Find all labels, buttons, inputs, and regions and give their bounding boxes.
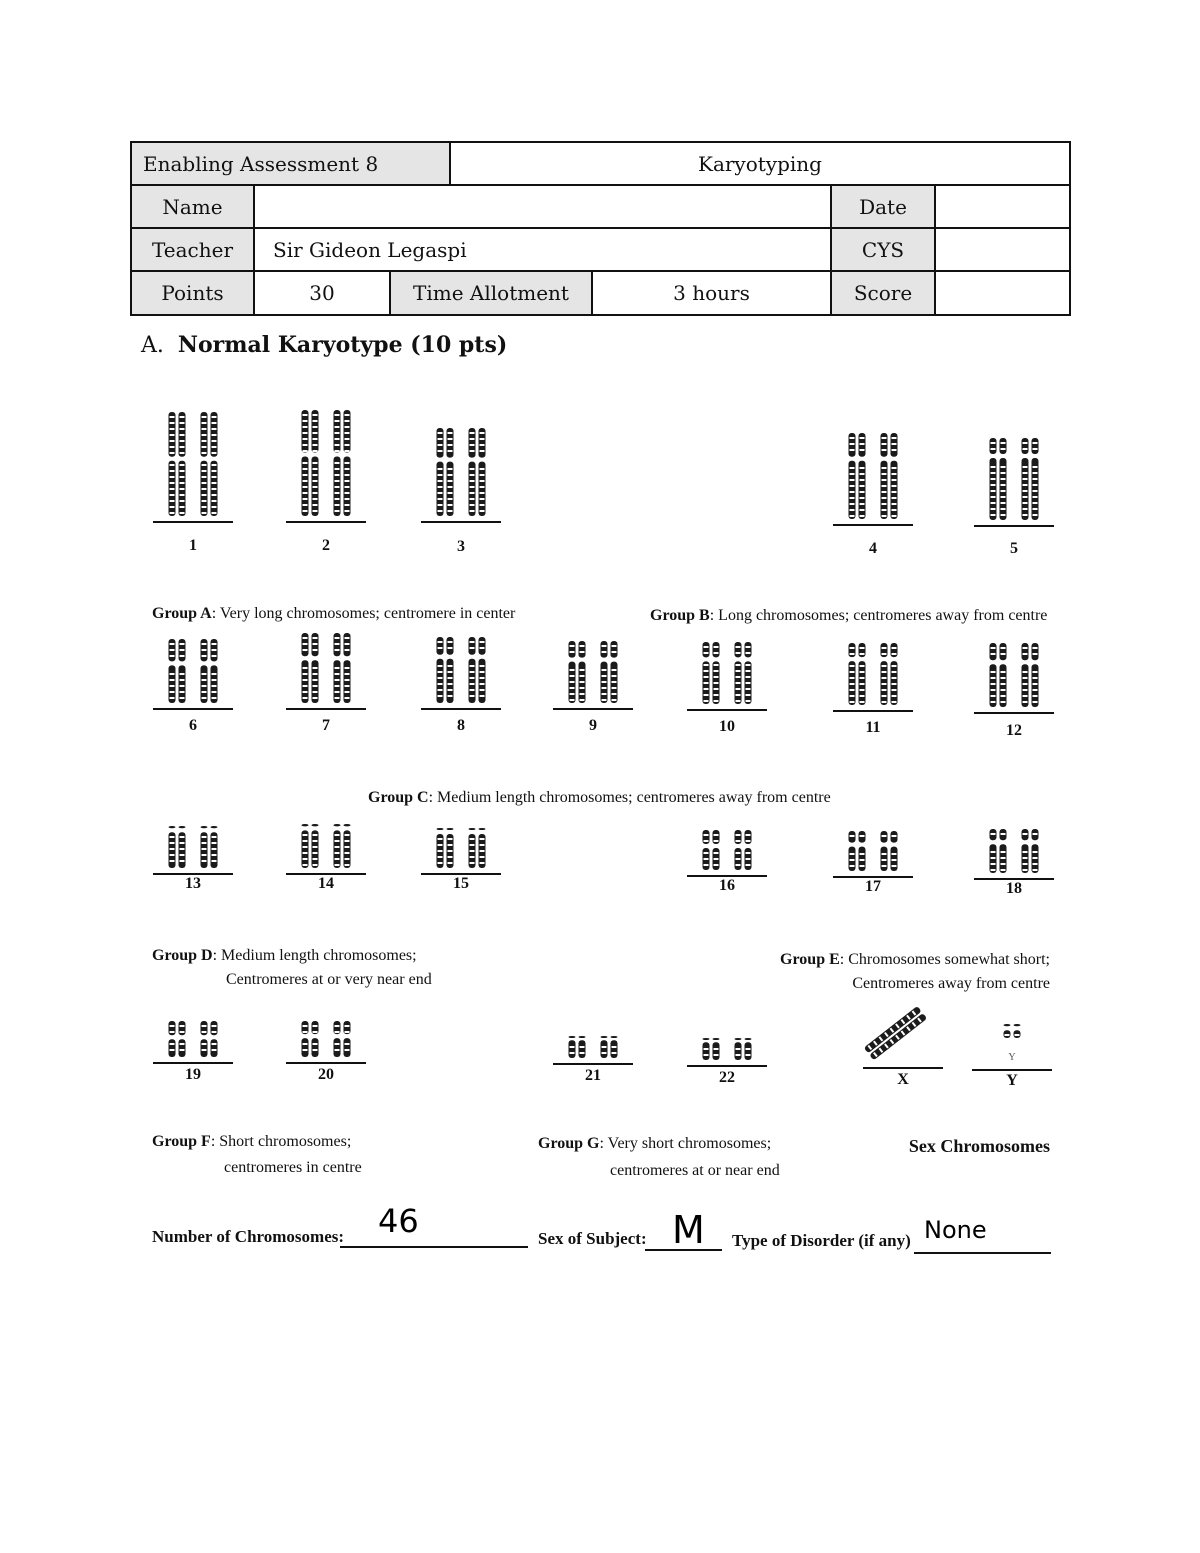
section-a-title: Normal Karyotype (10 pts): [177, 332, 508, 358]
chromosome-pair-17: [833, 831, 913, 895]
chromosome-pair-1: [153, 412, 233, 554]
chromosome-number-18: 18: [1006, 880, 1022, 897]
teacher-label-text: Teacher: [151, 237, 234, 262]
group-g-caption: Group G: Very short chromosomes;: [538, 1135, 772, 1152]
group-d-caption-line2: Centromeres at or very near end: [226, 971, 432, 988]
teacher-field-value: Sir Gideon Legaspi: [273, 237, 467, 262]
chromosome-number-19: 19: [185, 1066, 201, 1083]
chromosome-pair-16: [687, 830, 767, 894]
group-g-caption-line2: centromeres at or near end: [610, 1162, 780, 1179]
chromosome-pair-6: [153, 639, 233, 734]
chromosome-pair-14: [286, 824, 366, 892]
chromosome-pair-11: [833, 643, 913, 736]
chromosome-number-15: 15: [453, 875, 469, 892]
chromosome-number-9: 9: [589, 717, 597, 734]
chromosome-pair-12: [974, 643, 1054, 739]
chromosome-pair-3: [421, 428, 501, 555]
chromosome-number-7: 7: [322, 717, 330, 734]
number-of-chromosomes-answer: 46: [378, 1202, 419, 1240]
sex-of-subject-answer: M: [672, 1208, 705, 1252]
type-of-disorder-answer: None: [924, 1216, 987, 1244]
group-e-caption-line2: Centromeres away from centre: [852, 975, 1050, 992]
points-value-text: 30: [309, 281, 335, 305]
chromosome-pair-21: [553, 1036, 633, 1084]
chromosome-number-6: 6: [189, 717, 197, 734]
chromosome-number-y: Y: [1006, 1072, 1018, 1089]
chromosome-pair-5: [974, 438, 1054, 557]
group-e-caption: Group E: Chromosomes somewhat short;: [780, 951, 1050, 968]
group-d-caption: Group D: Medium length chromosomes;: [152, 947, 417, 964]
chromosome-number-5: 5: [1010, 540, 1018, 557]
section-a-letter: A.: [141, 333, 164, 358]
y-marker-label: Y: [1008, 1052, 1016, 1063]
chromosome-pair-2: [286, 410, 366, 554]
chromosome-number-12: 12: [1006, 722, 1022, 739]
chromosome-number-8: 8: [457, 717, 465, 734]
date-label-text: Date: [859, 194, 907, 219]
sex-chromosomes-caption: Sex Chromosomes: [908, 1136, 1050, 1156]
chromosome-pair-8: [421, 637, 501, 734]
group-b-caption: Group B: Long chromosomes; centromeres away from centre: [650, 607, 1048, 624]
chromosome-number-4: 4: [869, 540, 877, 557]
chromosome-number-x: X: [897, 1071, 909, 1088]
chromosome-pair-13: [153, 826, 233, 892]
chromosome-pair-4: [833, 433, 913, 557]
chromosome-number-16: 16: [719, 877, 735, 894]
chromosome-pair-7: [286, 633, 366, 734]
time-allotment-value-text: 3 hours: [673, 281, 750, 305]
chromosome-number-3: 3: [457, 538, 465, 555]
topic-title-text: Karyotyping: [698, 151, 822, 176]
chromosome-pair-19: [153, 1021, 233, 1083]
score-label-text: Score: [853, 281, 913, 305]
cys-label-text: CYS: [861, 237, 905, 262]
time-allotment-label-text: Time Allotment: [413, 281, 569, 305]
chromosome-pair-9: [553, 641, 633, 734]
chromosome-number-17: 17: [865, 878, 881, 895]
group-c-caption: Group C: Medium length chromosomes; centromeres away from centre: [368, 789, 831, 806]
chromosome-number-20: 20: [318, 1066, 334, 1083]
chromosome-number-10: 10: [719, 718, 735, 735]
chromosome-number-22: 22: [719, 1069, 735, 1086]
chromosome-pair-22: [687, 1038, 767, 1086]
points-label-text: Points: [161, 281, 224, 305]
sex-of-subject-label: Sex of Subject:: [538, 1229, 647, 1248]
chromosome-pair-18: [974, 829, 1054, 897]
chromosome-pair-y: [972, 1024, 1052, 1089]
chromosome-pair-15: [421, 828, 501, 892]
chromosome-number-2: 2: [322, 537, 330, 554]
type-of-disorder-label: Type of Disorder (if any): [732, 1231, 911, 1250]
chromosome-number-13: 13: [185, 875, 201, 892]
group-f-caption-line2: centromeres in centre: [224, 1159, 362, 1176]
chromosome-number-11: 11: [865, 719, 881, 736]
number-of-chromosomes-label: Number of Chromosomes:: [152, 1227, 345, 1246]
chromosome-pair-20: [286, 1021, 366, 1083]
chromosome-pair-x: [863, 1006, 943, 1088]
assessment-title-text: Enabling Assessment 8: [143, 151, 379, 176]
group-f-caption: Group F: Short chromosomes;: [152, 1133, 352, 1150]
chromosome-number-21: 21: [585, 1067, 601, 1084]
group-a-caption: Group A: Very long chromosomes; centromere in center: [152, 605, 516, 622]
chromosome-number-1: 1: [189, 537, 197, 554]
chromosome-pair-10: [687, 642, 767, 735]
name-label-text: Name: [162, 194, 223, 219]
chromosome-number-14: 14: [318, 875, 334, 892]
